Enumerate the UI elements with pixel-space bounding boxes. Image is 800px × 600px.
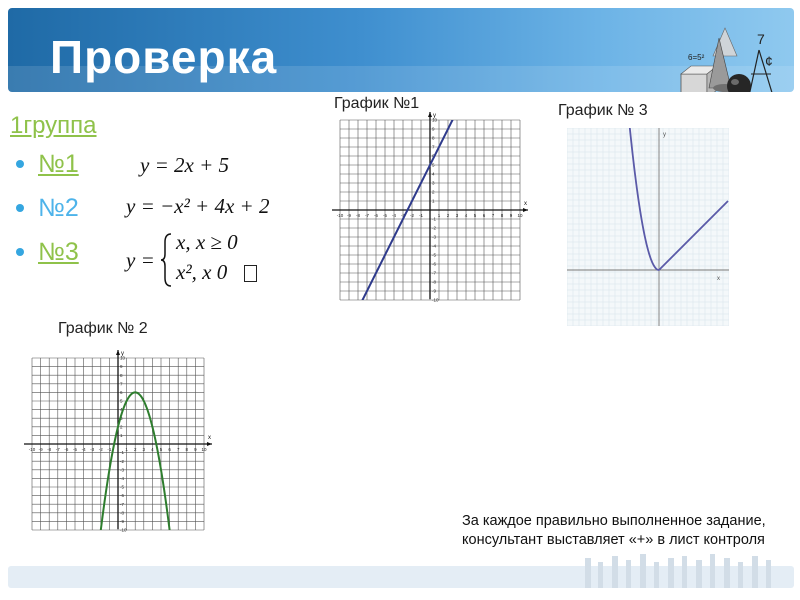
y-tick-label: 10	[432, 117, 438, 123]
x-tick-label: -6	[64, 447, 69, 452]
y-tick-label: 7	[432, 144, 435, 150]
geometry-logo-icon	[673, 26, 788, 92]
x-tick-label: -9	[346, 213, 352, 218]
x-tick-label: 1	[125, 447, 128, 452]
y-tick-label: 10	[120, 355, 126, 361]
y-tick-label: 5	[432, 162, 435, 168]
x-tick-label: 2	[446, 213, 450, 218]
x-tick-label: 4	[151, 447, 154, 452]
y-tick-label: 6	[432, 153, 435, 159]
task-list	[16, 150, 79, 282]
y-tick-label: -1	[120, 450, 125, 456]
y-tick-label: 4	[120, 407, 123, 413]
x-tick-label: 10	[201, 447, 207, 452]
x-tick-label: -3	[400, 213, 406, 218]
y-tick-label: -6	[120, 493, 125, 499]
list-item	[16, 150, 79, 194]
y-tick-label: 5	[120, 398, 123, 404]
x-tick-label: -4	[81, 447, 86, 452]
y-tick-label: 7	[120, 381, 123, 387]
instruction-note: За каждое правильно выполненное задание, консультант выставляет «+» в лист контроля	[462, 513, 766, 548]
y-tick-label: -8	[432, 279, 437, 285]
x-tick-label: -2	[98, 447, 103, 452]
x-tick-label: -10	[336, 213, 344, 218]
brace-icon	[160, 232, 174, 288]
y-tick-label: -7	[432, 270, 437, 276]
x-tick-label: 6	[168, 447, 171, 452]
x-tick-label: -7	[364, 213, 370, 218]
y-tick-label: 3	[432, 180, 435, 186]
missing-symbol-box	[244, 265, 257, 282]
svg-text:¢: ¢	[765, 53, 773, 69]
x-tick-label: -8	[355, 213, 361, 218]
y-tick-label: -7	[120, 501, 125, 507]
y-tick-label: 1	[120, 433, 123, 438]
graph3-title: График № 3	[558, 102, 648, 119]
y-tick-label: -4	[120, 476, 125, 481]
x-tick-label: 1	[437, 213, 441, 218]
y-tick-label: 8	[432, 135, 435, 141]
x-tick-label: 8	[185, 447, 189, 452]
list-item	[16, 194, 79, 238]
y-tick-label: -3	[120, 467, 125, 473]
bullet-icon	[16, 204, 24, 212]
y-tick-label: 9	[120, 364, 123, 370]
x-axis-label: x	[524, 201, 527, 207]
x-tick-label: 9	[194, 447, 197, 452]
y-tick-label: -5	[120, 484, 125, 490]
y-tick-label: -8	[120, 510, 125, 516]
formula-3-bottom: x², x 0	[176, 260, 228, 284]
y-tick-label: -9	[120, 519, 125, 524]
x-tick-label: 8	[500, 213, 504, 218]
x-tick-label: -9	[38, 447, 43, 452]
formula-3: y = x, x ≥ 0 x², x 0	[126, 228, 286, 292]
x-tick-label: -7	[55, 447, 60, 452]
graph1-title: График №1	[334, 95, 420, 112]
y-tick-label: 4	[432, 171, 435, 177]
group-label[interactable]: 1группа	[10, 112, 97, 139]
y-axis-arrow	[428, 112, 432, 117]
y-tick-label: 8	[120, 372, 123, 378]
x-tick-label: 6	[482, 213, 486, 218]
graph3-chart	[567, 128, 729, 326]
bullet-icon	[16, 248, 24, 256]
y-tick-label: 9	[432, 126, 435, 132]
logo-digit: 7	[757, 31, 765, 47]
formula-3-top: x, x ≥ 0	[176, 230, 238, 254]
x-tick-label: -8	[47, 447, 52, 452]
y-axis-label: y	[121, 351, 124, 357]
x-tick-label: -3	[90, 447, 95, 452]
x-tick-label: 2	[133, 447, 137, 452]
y-tick-label: -2	[432, 225, 437, 231]
x-tick-label: 5	[473, 213, 477, 218]
task-2-label: №2	[38, 194, 79, 222]
formula-1: y = 2x + 5	[140, 153, 229, 177]
y-tick-label: 2	[432, 189, 435, 195]
y-tick-label: 6	[120, 390, 123, 395]
x-tick-label: 10	[517, 213, 523, 218]
x-tick-label: -5	[72, 447, 78, 452]
graph1-chart	[328, 112, 532, 308]
task-1-link[interactable]: №1	[38, 150, 79, 178]
y-tick-label: -9	[432, 288, 437, 294]
y-tick-label: -2	[120, 458, 125, 464]
y-tick-label: -1	[432, 216, 437, 222]
x-tick-label: -4	[391, 213, 397, 218]
x-tick-label: -2	[409, 213, 415, 218]
y-tick-label: 2	[120, 424, 123, 430]
svg-text:6=5²: 6=5²	[688, 53, 705, 62]
y-tick-label: -3	[432, 234, 437, 240]
x-tick-label: -10	[28, 447, 36, 452]
x-tick-label: 3	[455, 213, 459, 218]
x-axis-arrow	[207, 442, 212, 446]
x-tick-label: -1	[418, 213, 424, 218]
formula-2: y = −x² + 4x + 2	[126, 194, 270, 218]
x-tick-label: -1	[107, 447, 112, 452]
header-banner	[8, 8, 794, 92]
x-tick-label: 4	[464, 213, 468, 218]
y-tick-label: -10	[432, 297, 439, 303]
x-tick-label: 9	[509, 213, 513, 218]
y-tick-label: -10	[120, 527, 127, 532]
x-axis-arrow	[523, 208, 528, 212]
y-tick-label: -6	[432, 261, 437, 267]
x-tick-label: 5	[159, 447, 163, 452]
graph2-title: График № 2	[58, 320, 148, 337]
list-item	[16, 238, 79, 282]
y-tick-label: 3	[120, 415, 123, 421]
graph2-chart	[22, 346, 218, 532]
y-axis-label: y	[663, 132, 666, 138]
x-axis-label: x	[717, 276, 720, 282]
y-tick-label: -5	[432, 252, 437, 258]
y-axis-label: y	[433, 113, 436, 119]
page-title: Проверка	[50, 31, 278, 83]
y-tick-label: -4	[432, 243, 437, 249]
bullet-icon	[16, 160, 24, 168]
x-tick-label: -5	[382, 213, 388, 218]
x-tick-label: 3	[142, 447, 146, 452]
x-tick-label: -6	[373, 213, 379, 218]
x-axis-label: x	[208, 435, 211, 441]
decorative-footer	[0, 548, 800, 600]
y-tick-label: 1	[432, 198, 435, 204]
x-tick-label: 7	[491, 213, 495, 218]
x-tick-label: 7	[176, 447, 180, 452]
y-axis-arrow	[116, 350, 120, 355]
task-3-link[interactable]: №3	[38, 238, 79, 266]
